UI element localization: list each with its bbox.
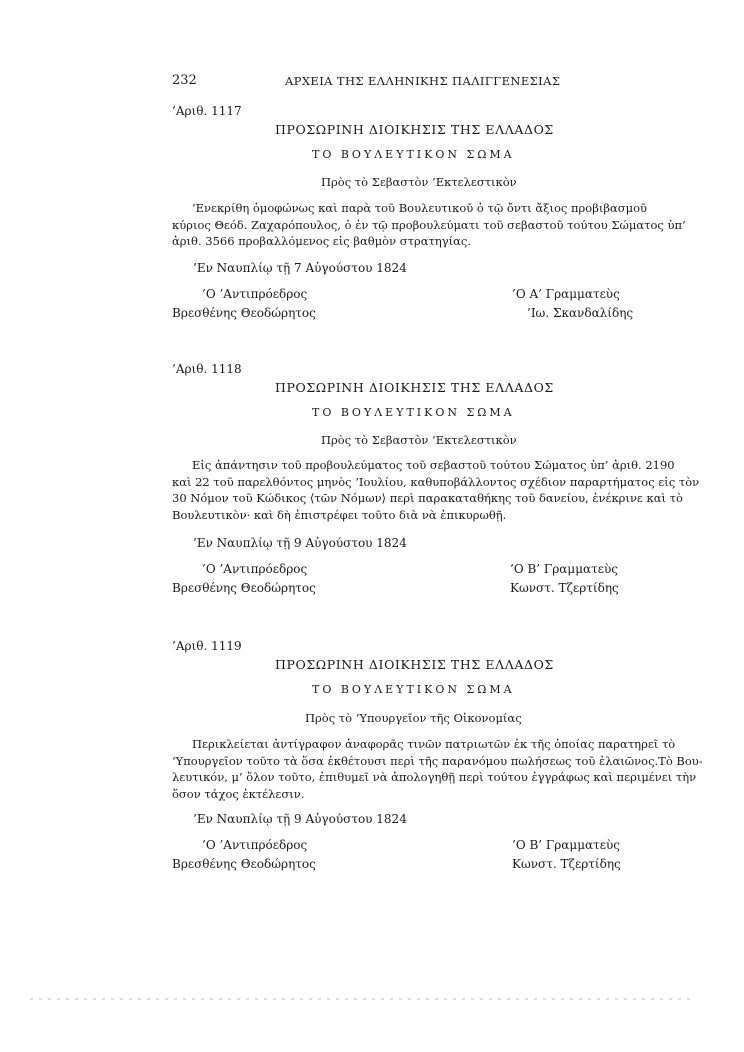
signatory-name-left: Βρεσθένης Θεοδώρητος: [172, 857, 316, 871]
date-line: ’Εν Ναυπλίῳ τῇ 9 Αὐγούστου 1824: [193, 812, 407, 826]
addressee: Πρὸς τὸ Σεβαστὸν ’Εκτελεστικὸν: [321, 175, 517, 189]
addressee: Πρὸς τὸ ‘Υπουργεῖον τῆς Οἰκονομίας: [305, 711, 522, 725]
date-line: ’Εν Ναυπλίῳ τῇ 9 Αὐγούστου 1824: [193, 536, 407, 550]
paragraph-line: Περικλείεται ἀντίγραφον ἀναφορᾶς τινῶν πατριωτῶν ἐκ τῆς ὁποίας παρατηρεῖ τὸ: [192, 737, 676, 751]
paragraph-line: Βουλευτικὸν· καὶ δὴ ἐπιστρέφει τοῦτο διὰ νὰ ἐπικυρωθῇ.: [172, 507, 507, 522]
signatory-title-right: ’Ο Β’ Γραμματεὺς: [510, 562, 618, 576]
date-line: ’Εν Ναυπλίῳ τῇ 7 Αὐγούστου 1824: [193, 261, 407, 275]
paragraph: [172, 457, 700, 523]
paragraph: [172, 200, 686, 250]
paragraph-line: καὶ 22 τοῦ παρελθόντος μηνὸς ’Ιουλίου, καθυποβάλλοντος σχέδιον παραρτήματος εἰς τὸν: [172, 474, 700, 489]
signatory-title-left: ’Ο ’Αντιπρόεδρος: [202, 562, 308, 576]
addressee: Πρὸς τὸ Σεβαστὸν ’Εκτελεστικὸν: [321, 433, 517, 447]
body-title: ΤΟ ΒΟΥΛΕΥΤΙΚΟΝ ΣΩΜΑ: [312, 148, 515, 161]
government-title: ΠΡΟΣΩΡΙΝΗ ΔΙΟΙΚΗΣΙΣ ΤΗΣ ΕΛΛΑΔΟΣ: [275, 380, 554, 395]
signatory-name-left: Βρεσθένης Θεοδώρητος: [172, 306, 316, 320]
paragraph-line: κύριος Θεόδ. Ζαχαρόπουλος, ὁ ἐν τῷ προβουλεύματι τοῦ σεβαστοῦ τούτου Σώματος ὑπ’: [172, 217, 686, 232]
paragraph-line: λευτικόν, μ’ ὅλον τοῦτο, ἐπιθυμεῖ νὰ ἀπολογηθῇ περὶ τούτου ἐγγράφως καὶ περιμένει τὴν: [172, 770, 697, 784]
signatory-title-right: ’Ο Β’ Γραμματεὺς: [512, 838, 620, 852]
signatory-name-right: ’Ιω. Σκανδαλίδης: [527, 306, 634, 320]
signatory-title-right: ’Ο Α’ Γραμματεὺς: [512, 287, 620, 301]
signatory-name-left: Βρεσθένης Θεοδώρητος: [172, 581, 316, 595]
scan-artifact: [30, 998, 690, 1000]
signatory-title-left: ’Ο ’Αντιπρόεδρος: [202, 287, 308, 301]
body-title: ΤΟ ΒΟΥΛΕΥΤΙΚΟΝ ΣΩΜΑ: [312, 683, 515, 696]
paragraph-line: ἀριθ. 3566 προβαλλόμενος εἰς βαθμὸν στρατηγίας.: [172, 234, 471, 248]
document-number: ’Αριθ. 1118: [172, 362, 242, 376]
government-title: ΠΡΟΣΩΡΙΝΗ ΔΙΟΙΚΗΣΙΣ ΤΗΣ ΕΛΛΑΔΟΣ: [275, 122, 554, 137]
document-number: ’Αριθ. 1117: [172, 104, 242, 118]
paragraph-line: ’Ενεκρίθη ὁμοφώνως καὶ παρὰ τοῦ Βουλευτικοῦ ὁ τῷ ὄντι ἄξιος προβιβασμοῦ: [192, 201, 648, 215]
document-number: ’Αριθ. 1119: [172, 639, 242, 653]
signatory-name-right: Κωνστ. Τζερτίδης: [510, 581, 619, 595]
body-title: ΤΟ ΒΟΥΛΕΥΤΙΚΟΝ ΣΩΜΑ: [312, 406, 515, 419]
paragraph-line: ὅσον τάχος ἐκτέλεσιν.: [172, 786, 305, 801]
paragraph-line: ‘Υπουργεῖον τοῦτο τὰ ὅσα ἐκθέτουσι περὶ τῆς παρανόμου πωλήσεως τοῦ ἐλαιῶνος.Τὸ Βου-: [172, 753, 703, 768]
running-header: ΑΡΧΕΙΑ ΤΗΣ ΕΛΛΗΝΙΚΗΣ ΠΑΛΙΓΓΕΝΕΣΙΑΣ: [285, 74, 561, 88]
government-title: ΠΡΟΣΩΡΙΝΗ ΔΙΟΙΚΗΣΙΣ ΤΗΣ ΕΛΛΑΔΟΣ: [275, 657, 554, 672]
signatory-title-left: ’Ο ’Αντιπρόεδρος: [202, 838, 308, 852]
signatory-name-right: Κωνστ. Τζερτίδης: [512, 857, 621, 871]
page-number: 232: [172, 73, 197, 88]
paragraph: [172, 736, 703, 802]
paragraph-line: Εἰς ἀπάντησιν τοῦ προβουλεύματος τοῦ σεβαστοῦ τούτου Σώματος ὑπ’ ἀριθ. 2190: [192, 458, 675, 472]
paragraph-line: 30 Νόμον τοῦ Κώδικος ⟨τῶν Νόμων⟩ περὶ παρακαταθήκης τοῦ δανείου, ἐνέκρινε καὶ τὸ: [172, 491, 683, 505]
